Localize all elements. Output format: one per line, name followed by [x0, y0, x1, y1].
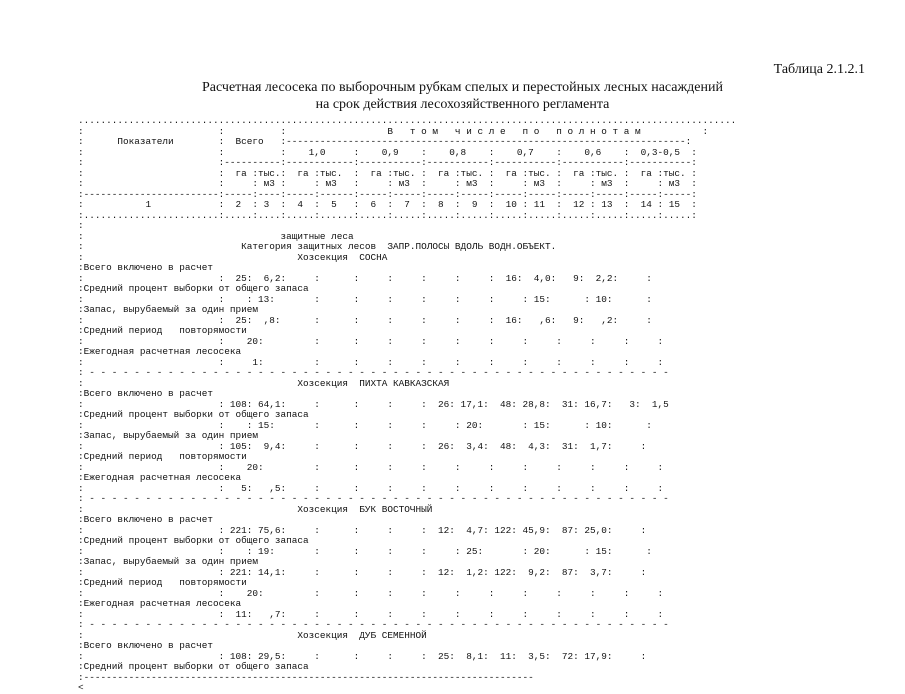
table-body-line: :	[78, 220, 84, 231]
table-body-line: :Средний процент выборки от общего запаса	[78, 661, 309, 672]
table-body-line: : : 108: 64,1: : : : : 26: 17,1: 48: 28,8: 31: 16,7: 3: 1,5	[78, 398, 669, 410]
table-body-line: :Средний процент выборки от общего запаса	[78, 283, 309, 294]
table-body-line: : : 105: 9,4: : : : : 26: 3,4: 48: 4,3: 31: 1,7: :	[78, 440, 647, 452]
table-header-line: : : га :тыс.: га :тыс. : га :тыс. : га :тыс. : га :тыс. : га :тыс. : га :тыс. :	[78, 167, 697, 179]
table-body-line: :Ежегодная расчетная лесосека	[78, 346, 242, 357]
table-body-line: : защитные леса	[78, 230, 354, 242]
table-body-line: :Ежегодная расчетная лесосека	[78, 598, 242, 609]
table-header-line: : : : 1,0 : 0,9 : 0,8 : 0,7 : 0,6 : 0,3-0,5 :	[78, 146, 697, 158]
table-body-line: :Запас, вырубаемый за один прием	[78, 556, 259, 567]
table-body-line: :Всего включено в расчет	[78, 640, 214, 651]
table-header-line: : : : м3 : : м3 : : м3 : : м3 : : м3 : : м3 : : м3 :	[78, 178, 697, 189]
table-body-line: : : 5: ,5: : : : : : : : : : : :	[78, 482, 664, 494]
table-body-line: :--------------------------------------------------------------------------------	[78, 671, 534, 683]
table-body-line: : : 221: 75,6: : : : : 12: 4,7: 122: 45,9: 87: 25,0: :	[78, 524, 647, 536]
table-header-line: : : : В т о м ч и с л е п о п о л н о т а м :	[78, 125, 709, 137]
table-body-line: : : 221: 14,1: : : : : 12: 1,2: 122: 9,2: 87: 3,7: :	[78, 566, 647, 578]
table-body-line: <	[78, 682, 84, 693]
table-body-line: :Средний период повторямости	[78, 451, 247, 462]
table-body-line: : : 1: : : : : : : : : : : :	[78, 356, 664, 368]
table-header-line: :------------------------:-----:----:-----:------:-----:-----:-----:-----:-----:-----:-----:-----:-----:-----:	[78, 188, 697, 200]
table-body-line: : : 108: 29,5: : : : : 25: 8,1: 11: 3,5: 72: 17,9: :	[78, 650, 647, 662]
table-body-line: : : 25: ,8: : : : : : : 16: ,6: 9: ,2: :	[78, 314, 652, 326]
table-body-line: : Хозсекция ПИХТА КАВКАЗСКАЯ	[78, 377, 450, 389]
table-body-line: : : 25: 6,2: : : : : : : 16: 4,0: 9: 2,2: :	[78, 272, 652, 284]
table-body-line: : - - - - - - - - - - - - - - - - - - - - - - - - - - - - - - - - - - - - - - - - - - - - - - - - - - - -	[78, 367, 669, 378]
table-body-line: : : : 15: : : : : : 20: : 15: : 10: :	[78, 419, 652, 431]
table-body-line: :Средний процент выборки от общего запаса	[78, 409, 309, 420]
table-body-line: : Категория защитных лесов ЗАПР.ПОЛОСЫ ВДОЛЬ ВОДН.ОБЪЕКТ.	[78, 241, 557, 252]
table-body-line: :Всего включено в расчет	[78, 262, 214, 273]
table-body-line: : - - - - - - - - - - - - - - - - - - - - - - - - - - - - - - - - - - - - - - - - - - - - - - - - - - - -	[78, 619, 669, 630]
table-body-line: : - - - - - - - - - - - - - - - - - - - - - - - - - - - - - - - - - - - - - - - - - - - - - - - - - - - -	[78, 493, 669, 504]
table-title-line-2: на срок действия лесохозяйственного регламента	[315, 97, 610, 112]
table-body-line: :Запас, вырубаемый за один прием	[78, 304, 259, 315]
table-body-line: :Средний период повторямости	[78, 325, 247, 336]
table-body-line: : : 11: ,7: : : : : : : : : : : :	[78, 608, 664, 620]
table-body-line: : Хозсекция ДУБ СЕМЕННОЙ	[78, 629, 427, 641]
table-body-line: :Всего включено в расчет	[78, 388, 214, 399]
table-body-line: : : 20: : : : : : : : : : : :	[78, 461, 664, 473]
table-body-line: :Всего включено в расчет	[78, 514, 214, 525]
table-label: Таблица 2.1.2.1	[773, 62, 865, 77]
table-body-line: :Ежегодная расчетная лесосека	[78, 472, 242, 483]
table-body-line: : Хозсекция СОСНА	[78, 251, 388, 263]
table-body-line: :Средний период повторямости	[78, 577, 247, 588]
table-header-line: : Показатели : Всего :-----------------------------------------------------------------------:	[78, 136, 692, 147]
report-table	[78, 116, 736, 694]
table-body-line: :Средний процент выборки от общего запаса	[78, 535, 309, 546]
table-header-line: :........................:.....:....:.....:......:.....:.....:.....:.....:.....:.....:.....:.....:.....:.....:	[78, 209, 697, 221]
table-header-line: : 1 : 2 : 3 : 4 : 5 : 6 : 7 : 8 : 9 : 10 : 11 : 12 : 13 : 14 : 15 :	[78, 199, 697, 210]
table-header-line: : :----------:------------:-----------:-----------:-----------:-----------:-----------:	[78, 157, 697, 168]
table-header-line: .....................................................................................................................	[78, 115, 737, 126]
table-body-line: : : 20: : : : : : : : : : : :	[78, 335, 664, 347]
table-title-line-1: Расчетная лесосека по выборочным рубкам спелых и перестойных лесных насаждений	[201, 80, 723, 95]
table-body-line: : : : 19: : : : : : 25: : 20: : 15: :	[78, 545, 652, 557]
table-body-line: : : : 13: : : : : : : : 15: : 10: :	[78, 293, 652, 305]
table-body-line: : : 20: : : : : : : : : : : :	[78, 587, 664, 599]
table-body-line: : Хозсекция БУК ВОСТОЧНЫЙ	[78, 503, 433, 515]
table-body-line: :Запас, вырубаемый за один прием	[78, 430, 259, 441]
